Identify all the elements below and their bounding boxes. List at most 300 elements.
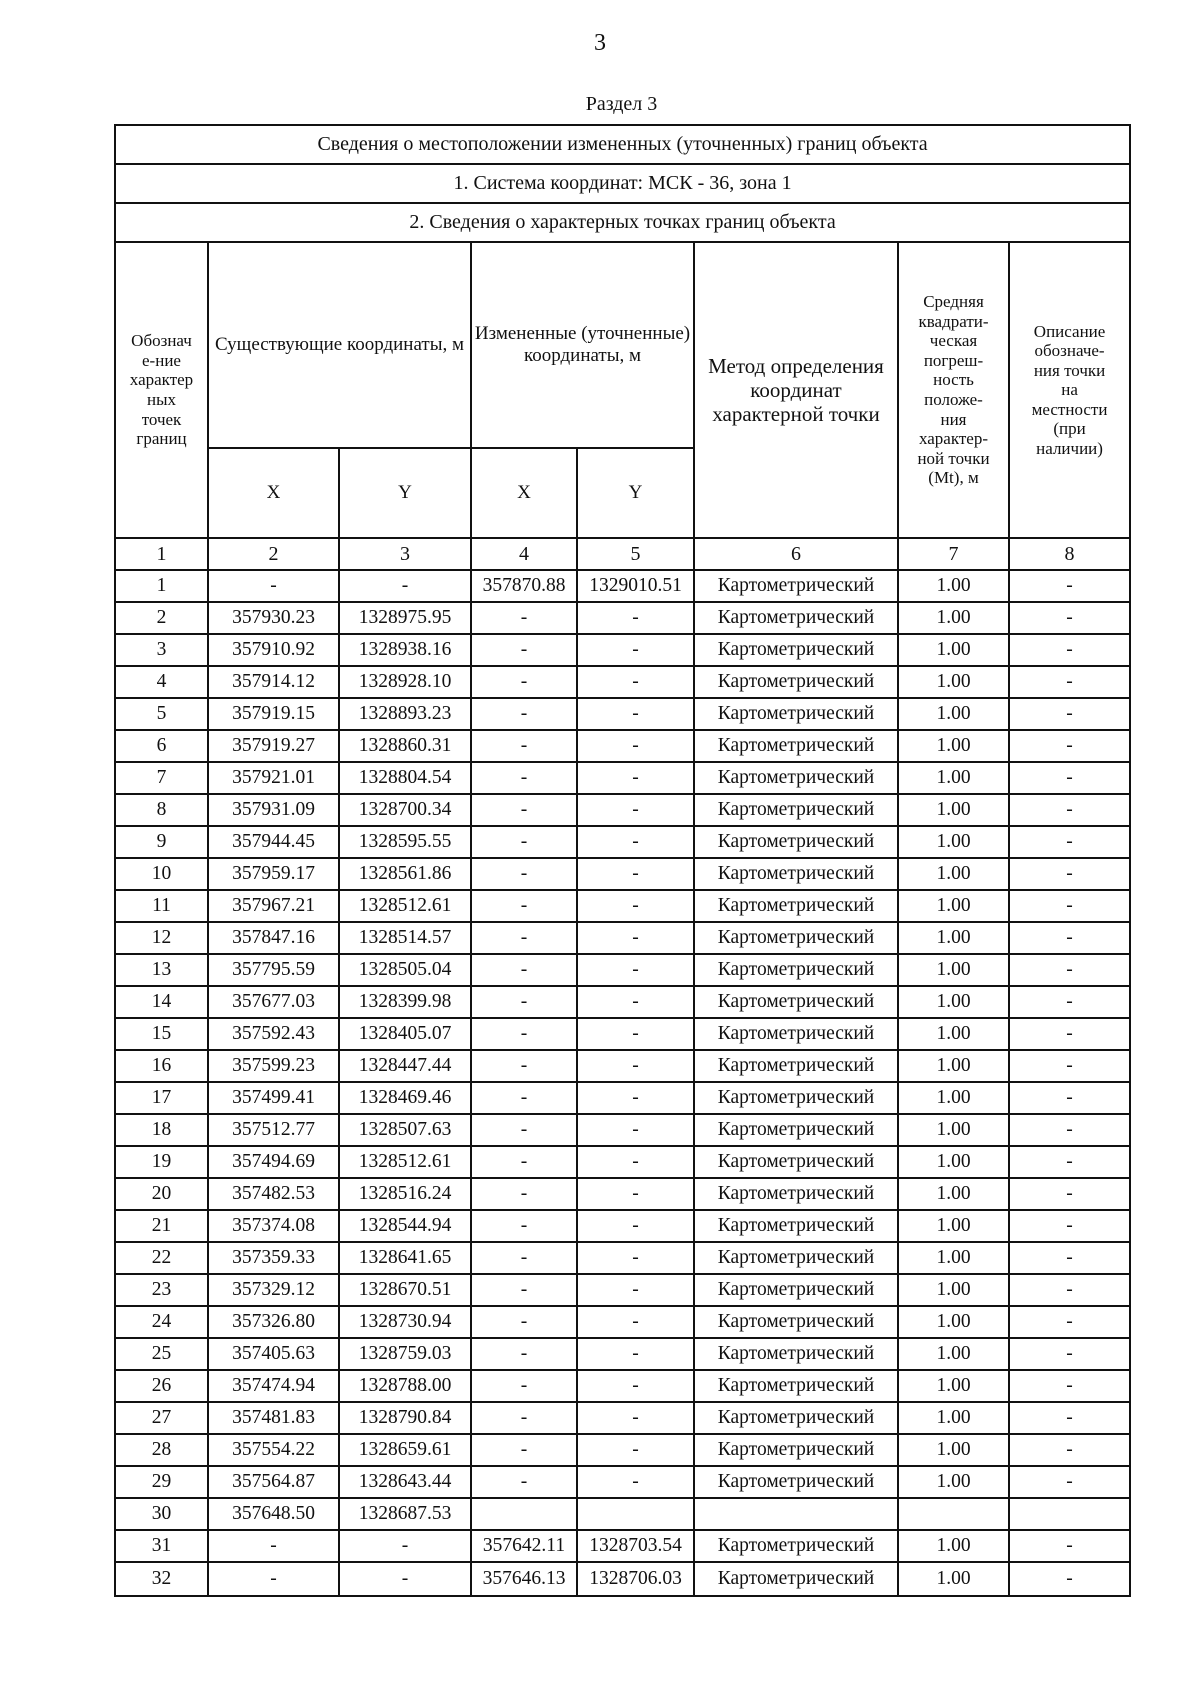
cell-existing-y: 1328659.61: [339, 1434, 471, 1466]
cell-point-id: 18: [115, 1114, 208, 1146]
cell-changed-x: -: [471, 1178, 577, 1210]
cell-changed-x: -: [471, 1274, 577, 1306]
cell-mean-error: 1.00: [898, 570, 1009, 602]
table-row: [115, 1050, 1130, 1082]
table-row: [115, 986, 1130, 1018]
cell-changed-y: -: [577, 666, 694, 698]
table-row: [115, 634, 1130, 666]
table-row: [115, 954, 1130, 986]
column-number: 4: [471, 538, 577, 570]
cell-changed-x: -: [471, 730, 577, 762]
cell-description: -: [1009, 922, 1130, 954]
cell-point-id: 4: [115, 666, 208, 698]
cell-mean-error: [898, 1498, 1009, 1530]
cell-existing-x: 357329.12: [208, 1274, 339, 1306]
cell-changed-y: -: [577, 1146, 694, 1178]
cell-existing-y: -: [339, 1530, 471, 1562]
cell-changed-x: -: [471, 1210, 577, 1242]
cell-description: -: [1009, 1306, 1130, 1338]
cell-point-id: 14: [115, 986, 208, 1018]
cell-method: Картометрический: [694, 1466, 898, 1498]
cell-point-id: 6: [115, 730, 208, 762]
cell-changed-y: -: [577, 1274, 694, 1306]
column-number: 8: [1009, 538, 1130, 570]
cell-existing-y: 1328447.44: [339, 1050, 471, 1082]
cell-mean-error: 1.00: [898, 1178, 1009, 1210]
table-row: [115, 1370, 1130, 1402]
cell-method: Картометрический: [694, 1178, 898, 1210]
cell-changed-y: -: [577, 1466, 694, 1498]
cell-existing-x: 357554.22: [208, 1434, 339, 1466]
cell-existing-y: 1328759.03: [339, 1338, 471, 1370]
cell-existing-x: 357914.12: [208, 666, 339, 698]
cell-method: Картометрический: [694, 634, 898, 666]
cell-existing-x: 357564.87: [208, 1466, 339, 1498]
cell-method: Картометрический: [694, 762, 898, 794]
cell-method: Картометрический: [694, 1562, 898, 1596]
cell-description: -: [1009, 1146, 1130, 1178]
table-row: [115, 1498, 1130, 1530]
cell-existing-y: 1328469.46: [339, 1082, 471, 1114]
cell-changed-y: -: [577, 1370, 694, 1402]
cell-point-id: 32: [115, 1562, 208, 1596]
header-method: Метод определения координат характерной точки: [694, 242, 898, 538]
cell-existing-x: 357930.23: [208, 602, 339, 634]
cell-mean-error: 1.00: [898, 890, 1009, 922]
cell-description: -: [1009, 1466, 1130, 1498]
table-row: [115, 1434, 1130, 1466]
cell-existing-x: 357482.53: [208, 1178, 339, 1210]
cell-mean-error: 1.00: [898, 1338, 1009, 1370]
cell-changed-y: -: [577, 826, 694, 858]
cell-changed-x: -: [471, 698, 577, 730]
cell-changed-x: -: [471, 794, 577, 826]
table-row: [115, 698, 1130, 730]
cell-mean-error: 1.00: [898, 954, 1009, 986]
cell-description: -: [1009, 1242, 1130, 1274]
cell-changed-y: -: [577, 762, 694, 794]
cell-point-id: 11: [115, 890, 208, 922]
cell-method: Картометрический: [694, 1242, 898, 1274]
cell-point-id: 9: [115, 826, 208, 858]
cell-existing-y: -: [339, 570, 471, 602]
table-title: Сведения о местоположении измененных (уточненных) границ объекта: [115, 125, 1130, 164]
cell-existing-x: 357648.50: [208, 1498, 339, 1530]
table-row: [115, 794, 1130, 826]
cell-point-id: 28: [115, 1434, 208, 1466]
cell-description: -: [1009, 602, 1130, 634]
cell-existing-y: 1328405.07: [339, 1018, 471, 1050]
cell-method: Картометрический: [694, 1274, 898, 1306]
table-row: [115, 1466, 1130, 1498]
cell-changed-x: -: [471, 1370, 577, 1402]
cell-method: Картометрический: [694, 602, 898, 634]
cell-point-id: 17: [115, 1082, 208, 1114]
cell-existing-y: 1328512.61: [339, 1146, 471, 1178]
header-changed-x: X: [471, 448, 577, 538]
cell-description: -: [1009, 890, 1130, 922]
column-number: 2: [208, 538, 339, 570]
cell-point-id: 15: [115, 1018, 208, 1050]
cell-changed-x: -: [471, 1050, 577, 1082]
table-row: [115, 1178, 1130, 1210]
cell-mean-error: 1.00: [898, 1210, 1009, 1242]
cell-method: Картометрический: [694, 1050, 898, 1082]
table-row: [115, 826, 1130, 858]
cell-existing-y: 1328788.00: [339, 1370, 471, 1402]
cell-point-id: 1: [115, 570, 208, 602]
header-existing-coordinates: Существующие координаты, м: [208, 242, 471, 448]
cell-changed-y: -: [577, 698, 694, 730]
cell-changed-y: -: [577, 602, 694, 634]
cell-description: -: [1009, 794, 1130, 826]
cell-changed-y: 1329010.51: [577, 570, 694, 602]
cell-point-id: 25: [115, 1338, 208, 1370]
cell-existing-y: 1328507.63: [339, 1114, 471, 1146]
cell-existing-x: 357677.03: [208, 986, 339, 1018]
header-existing-x: X: [208, 448, 339, 538]
table-row: [115, 1530, 1130, 1562]
cell-description: -: [1009, 1114, 1130, 1146]
cell-description: -: [1009, 986, 1130, 1018]
cell-changed-x: -: [471, 1146, 577, 1178]
cell-mean-error: 1.00: [898, 1530, 1009, 1562]
cell-method: Картометрический: [694, 1370, 898, 1402]
cell-mean-error: 1.00: [898, 1370, 1009, 1402]
cell-point-id: 2: [115, 602, 208, 634]
cell-description: -: [1009, 1274, 1130, 1306]
cell-method: Картометрический: [694, 986, 898, 1018]
cell-mean-error: 1.00: [898, 1306, 1009, 1338]
cell-changed-y: -: [577, 954, 694, 986]
cell-existing-x: 357921.01: [208, 762, 339, 794]
cell-description: -: [1009, 858, 1130, 890]
column-number: 1: [115, 538, 208, 570]
table-row: [115, 602, 1130, 634]
table-row: [115, 1082, 1130, 1114]
cell-point-id: 5: [115, 698, 208, 730]
column-number: 7: [898, 538, 1009, 570]
cell-point-id: 10: [115, 858, 208, 890]
cell-changed-x: 357870.88: [471, 570, 577, 602]
cell-existing-x: 357494.69: [208, 1146, 339, 1178]
table-row: [115, 1242, 1130, 1274]
cell-existing-x: 357474.94: [208, 1370, 339, 1402]
cell-existing-x: 357359.33: [208, 1242, 339, 1274]
cell-changed-x: -: [471, 826, 577, 858]
cell-description: -: [1009, 954, 1130, 986]
cell-changed-x: [471, 1498, 577, 1530]
cell-changed-y: -: [577, 922, 694, 954]
cell-existing-y: 1328893.23: [339, 698, 471, 730]
cell-existing-y: -: [339, 1562, 471, 1596]
cell-point-id: 23: [115, 1274, 208, 1306]
cell-point-id: 30: [115, 1498, 208, 1530]
table-row: [115, 570, 1130, 602]
cell-description: -: [1009, 1210, 1130, 1242]
table-row: [115, 762, 1130, 794]
cell-method: Картометрический: [694, 1082, 898, 1114]
cell-changed-y: -: [577, 1018, 694, 1050]
cell-existing-x: 357481.83: [208, 1402, 339, 1434]
cell-point-id: 13: [115, 954, 208, 986]
cell-method: Картометрический: [694, 858, 898, 890]
cell-existing-y: 1328641.65: [339, 1242, 471, 1274]
cell-mean-error: 1.00: [898, 826, 1009, 858]
cell-changed-y: -: [577, 1082, 694, 1114]
cell-mean-error: 1.00: [898, 922, 1009, 954]
cell-point-id: 8: [115, 794, 208, 826]
cell-changed-y: -: [577, 1210, 694, 1242]
cell-changed-y: -: [577, 1338, 694, 1370]
cell-existing-x: 357944.45: [208, 826, 339, 858]
cell-mean-error: 1.00: [898, 1242, 1009, 1274]
cell-method: Картометрический: [694, 666, 898, 698]
cell-description: -: [1009, 1402, 1130, 1434]
cell-description: -: [1009, 570, 1130, 602]
cell-existing-x: -: [208, 1562, 339, 1596]
table-row: [115, 1338, 1130, 1370]
cell-changed-x: -: [471, 1082, 577, 1114]
table-row: [115, 1402, 1130, 1434]
table-row: [115, 1146, 1130, 1178]
table-row: [115, 1274, 1130, 1306]
cell-method: Картометрический: [694, 1210, 898, 1242]
cell-changed-y: [577, 1498, 694, 1530]
cell-changed-y: -: [577, 858, 694, 890]
cell-method: Картометрический: [694, 826, 898, 858]
cell-method: Картометрический: [694, 954, 898, 986]
cell-changed-x: -: [471, 954, 577, 986]
cell-existing-y: 1328790.84: [339, 1402, 471, 1434]
column-number: 6: [694, 538, 898, 570]
header-mean-square-error: Средняя квадрати- ческая погреш- ность положе- ния характер- ной точки (Mt), м: [898, 242, 1009, 538]
cell-changed-y: -: [577, 794, 694, 826]
cell-changed-y: -: [577, 730, 694, 762]
column-number: 3: [339, 538, 471, 570]
cell-changed-x: -: [471, 1434, 577, 1466]
cell-changed-x: -: [471, 1306, 577, 1338]
cell-method: Картометрический: [694, 1530, 898, 1562]
cell-method: Картометрический: [694, 890, 898, 922]
cell-changed-y: 1328706.03: [577, 1562, 694, 1596]
cell-changed-y: -: [577, 1434, 694, 1466]
cell-mean-error: 1.00: [898, 858, 1009, 890]
cell-changed-y: -: [577, 890, 694, 922]
cell-method: Картометрический: [694, 1018, 898, 1050]
cell-existing-x: 357499.41: [208, 1082, 339, 1114]
cell-existing-x: 357374.08: [208, 1210, 339, 1242]
cell-point-id: 16: [115, 1050, 208, 1082]
cell-mean-error: 1.00: [898, 698, 1009, 730]
cell-description: -: [1009, 1370, 1130, 1402]
cell-description: [1009, 1498, 1130, 1530]
table-row: [115, 1210, 1130, 1242]
cell-mean-error: 1.00: [898, 1146, 1009, 1178]
column-number: 5: [577, 538, 694, 570]
cell-existing-x: -: [208, 1530, 339, 1562]
cell-existing-x: 357405.63: [208, 1338, 339, 1370]
coordinate-system: 1. Система координат: МСК - 36, зона 1: [115, 164, 1130, 203]
cell-changed-x: -: [471, 634, 577, 666]
cell-changed-x: -: [471, 1114, 577, 1146]
cell-mean-error: 1.00: [898, 1434, 1009, 1466]
cell-point-id: 31: [115, 1530, 208, 1562]
cell-description: -: [1009, 1338, 1130, 1370]
cell-changed-x: -: [471, 986, 577, 1018]
cell-method: Картометрический: [694, 1338, 898, 1370]
cell-point-id: 29: [115, 1466, 208, 1498]
cell-description: -: [1009, 1562, 1130, 1596]
table-row: [115, 666, 1130, 698]
table-row: [115, 858, 1130, 890]
table-row: [115, 890, 1130, 922]
cell-point-id: 3: [115, 634, 208, 666]
cell-existing-x: 357592.43: [208, 1018, 339, 1050]
cell-mean-error: 1.00: [898, 1082, 1009, 1114]
cell-changed-x: 357642.11: [471, 1530, 577, 1562]
cell-point-id: 19: [115, 1146, 208, 1178]
cell-existing-y: 1328512.61: [339, 890, 471, 922]
cell-description: -: [1009, 1018, 1130, 1050]
cell-mean-error: 1.00: [898, 1466, 1009, 1498]
table-row: [115, 1562, 1130, 1596]
cell-method: Картометрический: [694, 730, 898, 762]
cell-method: Картометрический: [694, 1306, 898, 1338]
cell-existing-y: 1328544.94: [339, 1210, 471, 1242]
cell-description: -: [1009, 1530, 1130, 1562]
cell-method: Картометрический: [694, 794, 898, 826]
cell-point-id: 21: [115, 1210, 208, 1242]
cell-description: -: [1009, 1082, 1130, 1114]
cell-method: Картометрический: [694, 1146, 898, 1178]
cell-changed-x: -: [471, 922, 577, 954]
cell-existing-y: 1328514.57: [339, 922, 471, 954]
cell-description: -: [1009, 730, 1130, 762]
cell-changed-y: -: [577, 1402, 694, 1434]
cell-description: -: [1009, 1434, 1130, 1466]
cell-method: [694, 1498, 898, 1530]
cell-point-id: 20: [115, 1178, 208, 1210]
header-existing-y: Y: [339, 448, 471, 538]
cell-existing-y: 1328399.98: [339, 986, 471, 1018]
cell-existing-y: 1328595.55: [339, 826, 471, 858]
cell-existing-x: -: [208, 570, 339, 602]
cell-existing-y: 1328687.53: [339, 1498, 471, 1530]
cell-method: Картометрический: [694, 1114, 898, 1146]
cell-point-id: 24: [115, 1306, 208, 1338]
page-number: 3: [594, 30, 606, 56]
points-info-heading: 2. Сведения о характерных точках границ объекта: [115, 203, 1130, 242]
cell-existing-y: 1328700.34: [339, 794, 471, 826]
cell-existing-x: 357847.16: [208, 922, 339, 954]
cell-changed-y: -: [577, 634, 694, 666]
cell-existing-x: 357326.80: [208, 1306, 339, 1338]
cell-point-id: 26: [115, 1370, 208, 1402]
cell-existing-y: 1328643.44: [339, 1466, 471, 1498]
cell-existing-x: 357599.23: [208, 1050, 339, 1082]
cell-mean-error: 1.00: [898, 1114, 1009, 1146]
cell-description: -: [1009, 826, 1130, 858]
cell-existing-x: 357512.77: [208, 1114, 339, 1146]
cell-changed-x: -: [471, 666, 577, 698]
table-row: [115, 1306, 1130, 1338]
cell-changed-x: -: [471, 1018, 577, 1050]
cell-changed-x: -: [471, 890, 577, 922]
cell-existing-y: 1328561.86: [339, 858, 471, 890]
cell-mean-error: 1.00: [898, 794, 1009, 826]
table-row: [115, 1114, 1130, 1146]
cell-mean-error: 1.00: [898, 730, 1009, 762]
cell-existing-x: 357919.27: [208, 730, 339, 762]
cell-method: Картометрический: [694, 922, 898, 954]
cell-changed-y: -: [577, 986, 694, 1018]
cell-description: -: [1009, 1178, 1130, 1210]
cell-changed-x: -: [471, 762, 577, 794]
cell-mean-error: 1.00: [898, 634, 1009, 666]
cell-changed-y: -: [577, 1306, 694, 1338]
cell-mean-error: 1.00: [898, 762, 1009, 794]
cell-changed-x: -: [471, 858, 577, 890]
cell-existing-y: 1328804.54: [339, 762, 471, 794]
cell-description: -: [1009, 762, 1130, 794]
cell-changed-y: -: [577, 1178, 694, 1210]
table-row: [115, 1018, 1130, 1050]
table-row: [115, 730, 1130, 762]
cell-method: Картометрический: [694, 1402, 898, 1434]
cell-existing-y: 1328505.04: [339, 954, 471, 986]
cell-changed-y: -: [577, 1242, 694, 1274]
cell-mean-error: 1.00: [898, 602, 1009, 634]
cell-changed-y: 1328703.54: [577, 1530, 694, 1562]
cell-mean-error: 1.00: [898, 1050, 1009, 1082]
cell-mean-error: 1.00: [898, 1274, 1009, 1306]
cell-changed-x: -: [471, 602, 577, 634]
cell-existing-x: 357919.15: [208, 698, 339, 730]
cell-changed-y: -: [577, 1050, 694, 1082]
cell-method: Картометрический: [694, 570, 898, 602]
cell-mean-error: 1.00: [898, 986, 1009, 1018]
header-changed-y: Y: [577, 448, 694, 538]
cell-existing-y: 1328516.24: [339, 1178, 471, 1210]
cell-existing-y: 1328928.10: [339, 666, 471, 698]
cell-point-id: 12: [115, 922, 208, 954]
cell-existing-y: 1328975.95: [339, 602, 471, 634]
cell-existing-y: 1328938.16: [339, 634, 471, 666]
cell-description: -: [1009, 698, 1130, 730]
cell-changed-x: -: [471, 1338, 577, 1370]
cell-existing-x: 357931.09: [208, 794, 339, 826]
section-title: Раздел 3: [585, 93, 658, 115]
cell-description: -: [1009, 634, 1130, 666]
cell-point-id: 7: [115, 762, 208, 794]
cell-mean-error: 1.00: [898, 1402, 1009, 1434]
cell-mean-error: 1.00: [898, 1562, 1009, 1596]
cell-existing-x: 357967.21: [208, 890, 339, 922]
cell-existing-y: 1328860.31: [339, 730, 471, 762]
cell-mean-error: 1.00: [898, 666, 1009, 698]
cell-existing-y: 1328730.94: [339, 1306, 471, 1338]
table-row: [115, 922, 1130, 954]
cell-changed-y: -: [577, 1114, 694, 1146]
cell-changed-x: -: [471, 1466, 577, 1498]
boundary-points-table: [114, 124, 1131, 1597]
cell-description: -: [1009, 666, 1130, 698]
column-number-row: [115, 538, 1130, 570]
cell-point-id: 27: [115, 1402, 208, 1434]
cell-changed-x: -: [471, 1242, 577, 1274]
header-point-designation: Обознач е-ние характер ных точек границ: [115, 242, 208, 538]
